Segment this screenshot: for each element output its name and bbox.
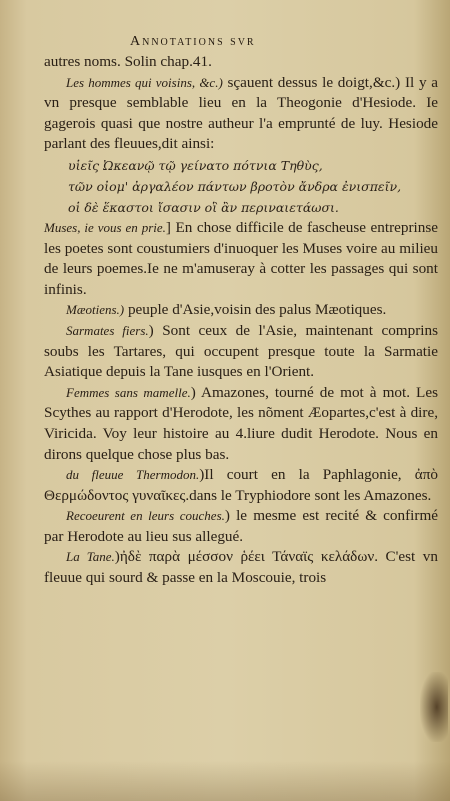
greek-verse: υἱεῖς Ὠκεανῷ τῷ γείνατο πότνια Τηθὺς, bbox=[68, 157, 323, 173]
lemma: Femmes sans mamelle. bbox=[66, 384, 191, 400]
annotation-paragraph: Sarmates fiers.) Sont ceux de l'Asie, maintenant comprins soubs les Tartares, qui occupent presque toute la Sarmatie Asiatique depuis la Tane iusques en l'Orient. bbox=[44, 321, 438, 381]
lemma: du fleuue Thermodon. bbox=[66, 467, 200, 483]
annotation-paragraph: Mæotiens.) peuple d'Asie,voisin des palus Mæotiques. bbox=[66, 301, 387, 319]
greek-verse: τῶν οἰομ' ἀργαλέον πάντων βροτὸν ἄνδρα ἐνισπεῖν, bbox=[68, 178, 402, 194]
greek-verse: οἱ δὲ ἕκαστοι ἴσασιν οἳ ἂν περιναιετάωσι. bbox=[68, 199, 339, 215]
running-header: Annotations svr bbox=[130, 34, 256, 49]
page-body bbox=[44, 52, 438, 589]
annotation-paragraph: Recoeurent en leurs couches.) le mesme est recité & confirmé par Herodote au lieu sus allegué. bbox=[44, 507, 438, 545]
lemma: Mæotiens.) bbox=[66, 302, 125, 318]
annotation-paragraph: Femmes sans mamelle.) Amazones, tourné de mot à mot. Les Scythes au rapport d'Herodote, les nõment Æopartes,c'est à dire, Viricida. Voy leur histoire au 4.liure dudit Herodote. Nous en dirons quelque chose plus bas. bbox=[44, 383, 438, 463]
lemma: La Tane. bbox=[66, 549, 115, 565]
lemma: Les hommes qui voisins, &c.) bbox=[66, 74, 223, 90]
text-line: autres noms. Solin chap.41. bbox=[44, 53, 212, 70]
lemma: Recoeurent en leurs couches. bbox=[66, 508, 225, 524]
annotation-paragraph: Muses, ie vous en prie.] En chose difficile de fascheuse entreprinse les poetes sont coustumiers d'inuoquer les Muses voire au milieu de leurs poemes.Ie ne m'amuseray à cotter les passages qui sont infinis. bbox=[44, 218, 439, 298]
ink-stain bbox=[420, 672, 448, 742]
lemma: Muses, ie vous en prie. bbox=[44, 219, 166, 235]
lemma: Sarmates fiers. bbox=[66, 322, 149, 338]
greek-quotation bbox=[68, 155, 438, 218]
annotation-paragraph: La Tane.)ἠδὲ παρὰ μέσσον ῥέει Τάναϊς κελάδων. C'est vn fleuue qui sourd & passe en la Moscouie, trois bbox=[44, 548, 438, 587]
annotation-paragraph: Les hommes qui voisins, &c.) sçauent dessus le doigt,&c.) Il y a vn presque semblable lieu en la Theogonie d'Hesiode. Ie gagerois quasi que nostre autheur l'a emprunté de luy. Hesiode parlant des fleuues,dit ainsi: bbox=[44, 73, 438, 153]
annotation-paragraph: du fleuue Thermodon.)Il court en la Paphlagonie, ἀπὸ Θερμώδοντος γυναῖκες.dans le Tryphiodore sont les Amazones. bbox=[44, 466, 438, 504]
